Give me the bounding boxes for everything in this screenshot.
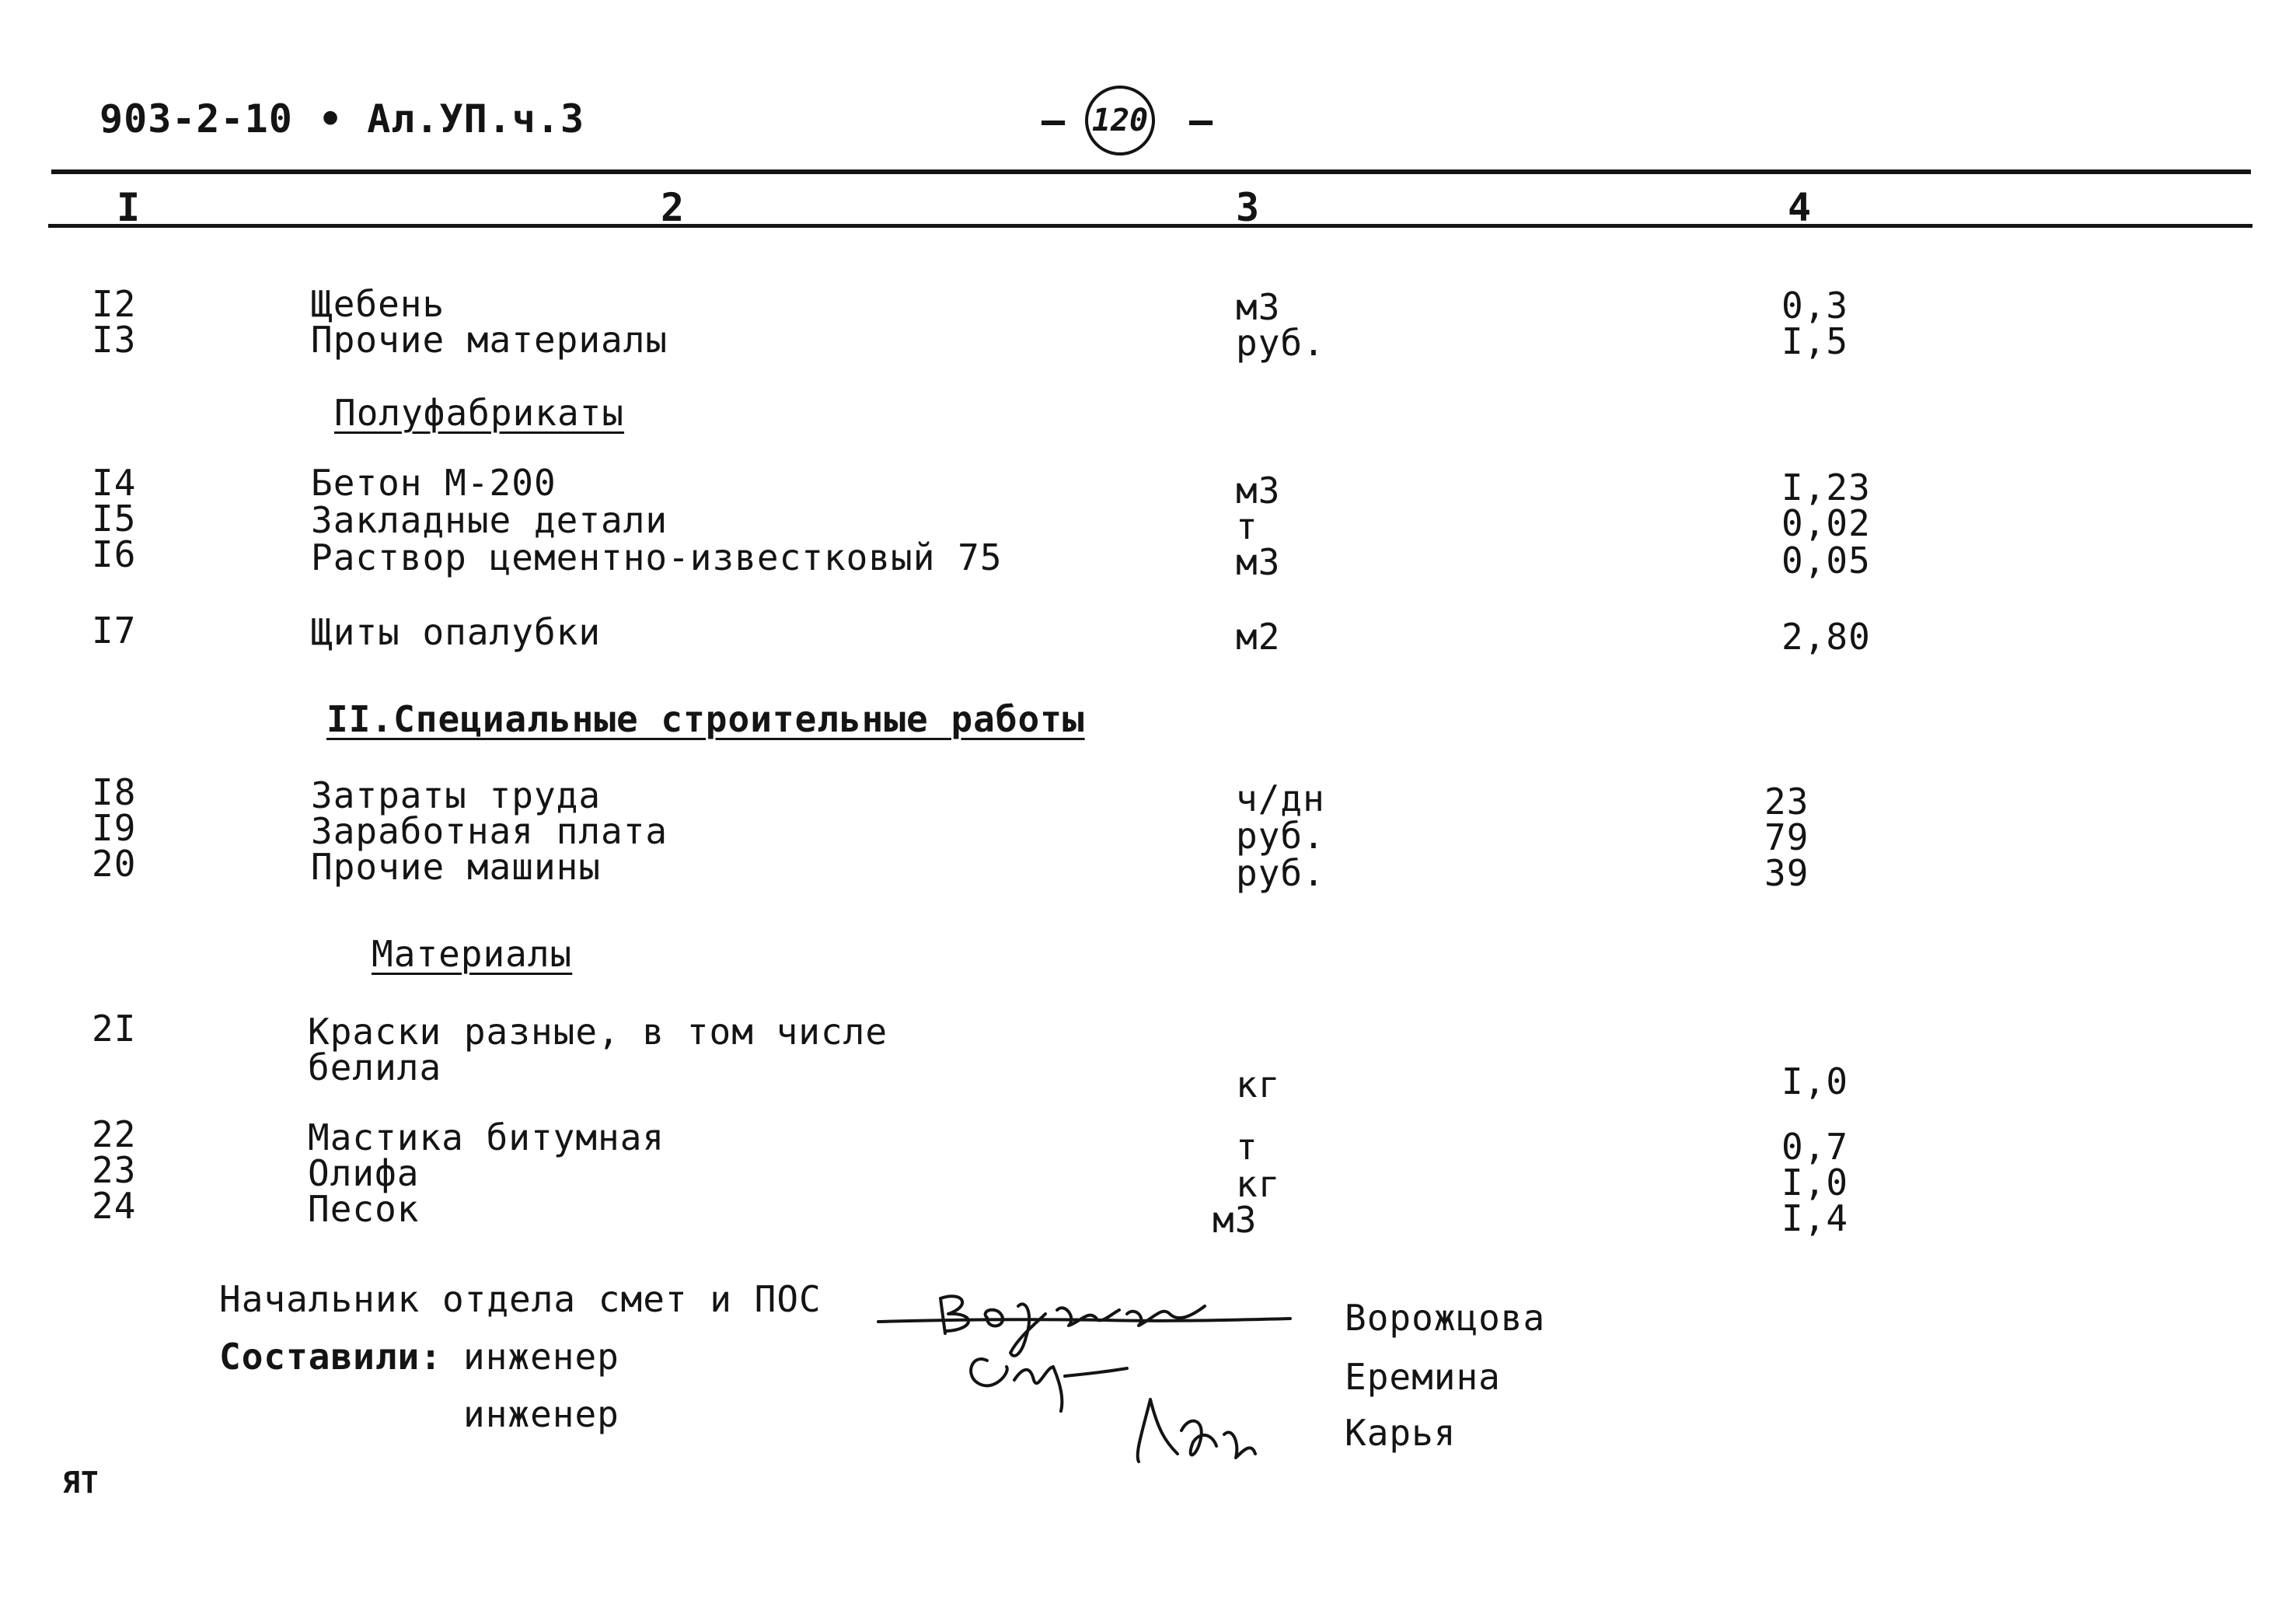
row-quantity: 0,3 — [1781, 285, 1849, 327]
row-unit: м3 — [1236, 470, 1281, 512]
row-unit: руб. — [1236, 852, 1325, 894]
section-heading: Материалы — [372, 933, 573, 975]
row-name-continuation: белила — [308, 1046, 442, 1088]
row-unit: руб. — [1236, 322, 1325, 364]
row-number: I9 — [92, 807, 137, 849]
page-dash-left: – — [1042, 98, 1066, 143]
section-heading: Полуфабрикаты — [334, 392, 625, 434]
row-quantity: 0,7 — [1781, 1126, 1849, 1168]
row-name: Затраты труда — [311, 774, 602, 816]
row-unit: кг — [1236, 1163, 1281, 1205]
section-heading: II.Специальные строительные работы — [326, 698, 1085, 740]
row-unit: т — [1236, 1126, 1258, 1168]
row-number: I4 — [92, 462, 137, 504]
row-quantity: I,23 — [1781, 466, 1871, 508]
row-quantity: I,5 — [1781, 320, 1849, 362]
column-header-1: I — [117, 185, 141, 230]
row-number: 22 — [92, 1113, 137, 1155]
row-number: I7 — [92, 610, 137, 652]
row-number: 20 — [92, 843, 137, 885]
row-name: Раствор цементно-известковый 75 — [311, 536, 1003, 578]
table-header-rule — [48, 224, 2252, 228]
page-number: 120 — [1091, 103, 1149, 138]
row-quantity: I,4 — [1781, 1197, 1849, 1239]
row-quantity: I,0 — [1781, 1162, 1849, 1204]
row-quantity: 2,80 — [1781, 616, 1871, 658]
row-name: Заработная плата — [311, 810, 668, 852]
page-number-badge — [1085, 86, 1155, 155]
table-top-rule — [51, 169, 2251, 174]
row-name: Щиты опалубки — [311, 611, 602, 653]
album-reference: • Ал.УП.ч.3 — [319, 96, 585, 141]
head-of-department-title: Начальник отдела смет и ПОС — [219, 1278, 822, 1320]
compiled-by-label: Составили: — [219, 1336, 442, 1378]
row-quantity: 0,02 — [1781, 502, 1871, 544]
row-quantity: 39 — [1764, 852, 1809, 894]
row-name: Краски разные, в том числе — [308, 1011, 888, 1053]
engineer-title-1: инженер — [463, 1336, 619, 1378]
row-quantity: 79 — [1764, 816, 1809, 858]
handwritten-signatures — [871, 1275, 1306, 1493]
row-name: Закладные детали — [311, 499, 668, 541]
row-number: I5 — [92, 498, 137, 540]
row-number: I8 — [92, 771, 137, 813]
row-name: Прочие материалы — [311, 319, 668, 361]
signatory-name-3: Карья — [1345, 1412, 1457, 1454]
document-code: 903-2-10 — [99, 96, 293, 141]
row-quantity: 0,05 — [1781, 540, 1871, 582]
signatory-name-1: Ворожцова — [1345, 1297, 1546, 1339]
row-number: 23 — [92, 1149, 137, 1191]
row-unit: м3 — [1213, 1199, 1258, 1241]
column-header-3: 3 — [1236, 185, 1261, 230]
row-name: Олифа — [308, 1152, 420, 1194]
row-name: Бетон М-200 — [311, 462, 557, 504]
engineer-title-2: инженер — [463, 1393, 619, 1435]
row-unit: т — [1236, 505, 1258, 547]
row-number: 2I — [92, 1008, 137, 1050]
column-header-4: 4 — [1788, 185, 1813, 230]
column-header-2: 2 — [661, 185, 686, 230]
corner-mark: ЯТ — [62, 1466, 99, 1500]
row-unit: м3 — [1236, 541, 1281, 583]
row-unit: кг — [1236, 1064, 1281, 1106]
row-number: 24 — [92, 1185, 137, 1227]
row-quantity: 23 — [1764, 781, 1809, 823]
row-name: Прочие машины — [311, 846, 602, 888]
row-name: Щебень — [311, 283, 445, 325]
row-unit: м2 — [1236, 616, 1281, 658]
row-name: Песок — [308, 1188, 420, 1230]
row-unit: ч/дн — [1236, 777, 1325, 819]
row-unit: м3 — [1236, 286, 1281, 328]
row-number: I2 — [92, 283, 137, 325]
signatory-name-2: Еремина — [1345, 1356, 1501, 1398]
row-name: Мастика битумная — [308, 1116, 665, 1158]
row-unit: руб. — [1236, 815, 1325, 857]
row-number: I6 — [92, 533, 137, 575]
row-number: I3 — [92, 319, 137, 361]
page-dash-right: – — [1189, 98, 1214, 143]
row-quantity: I,0 — [1781, 1060, 1849, 1102]
